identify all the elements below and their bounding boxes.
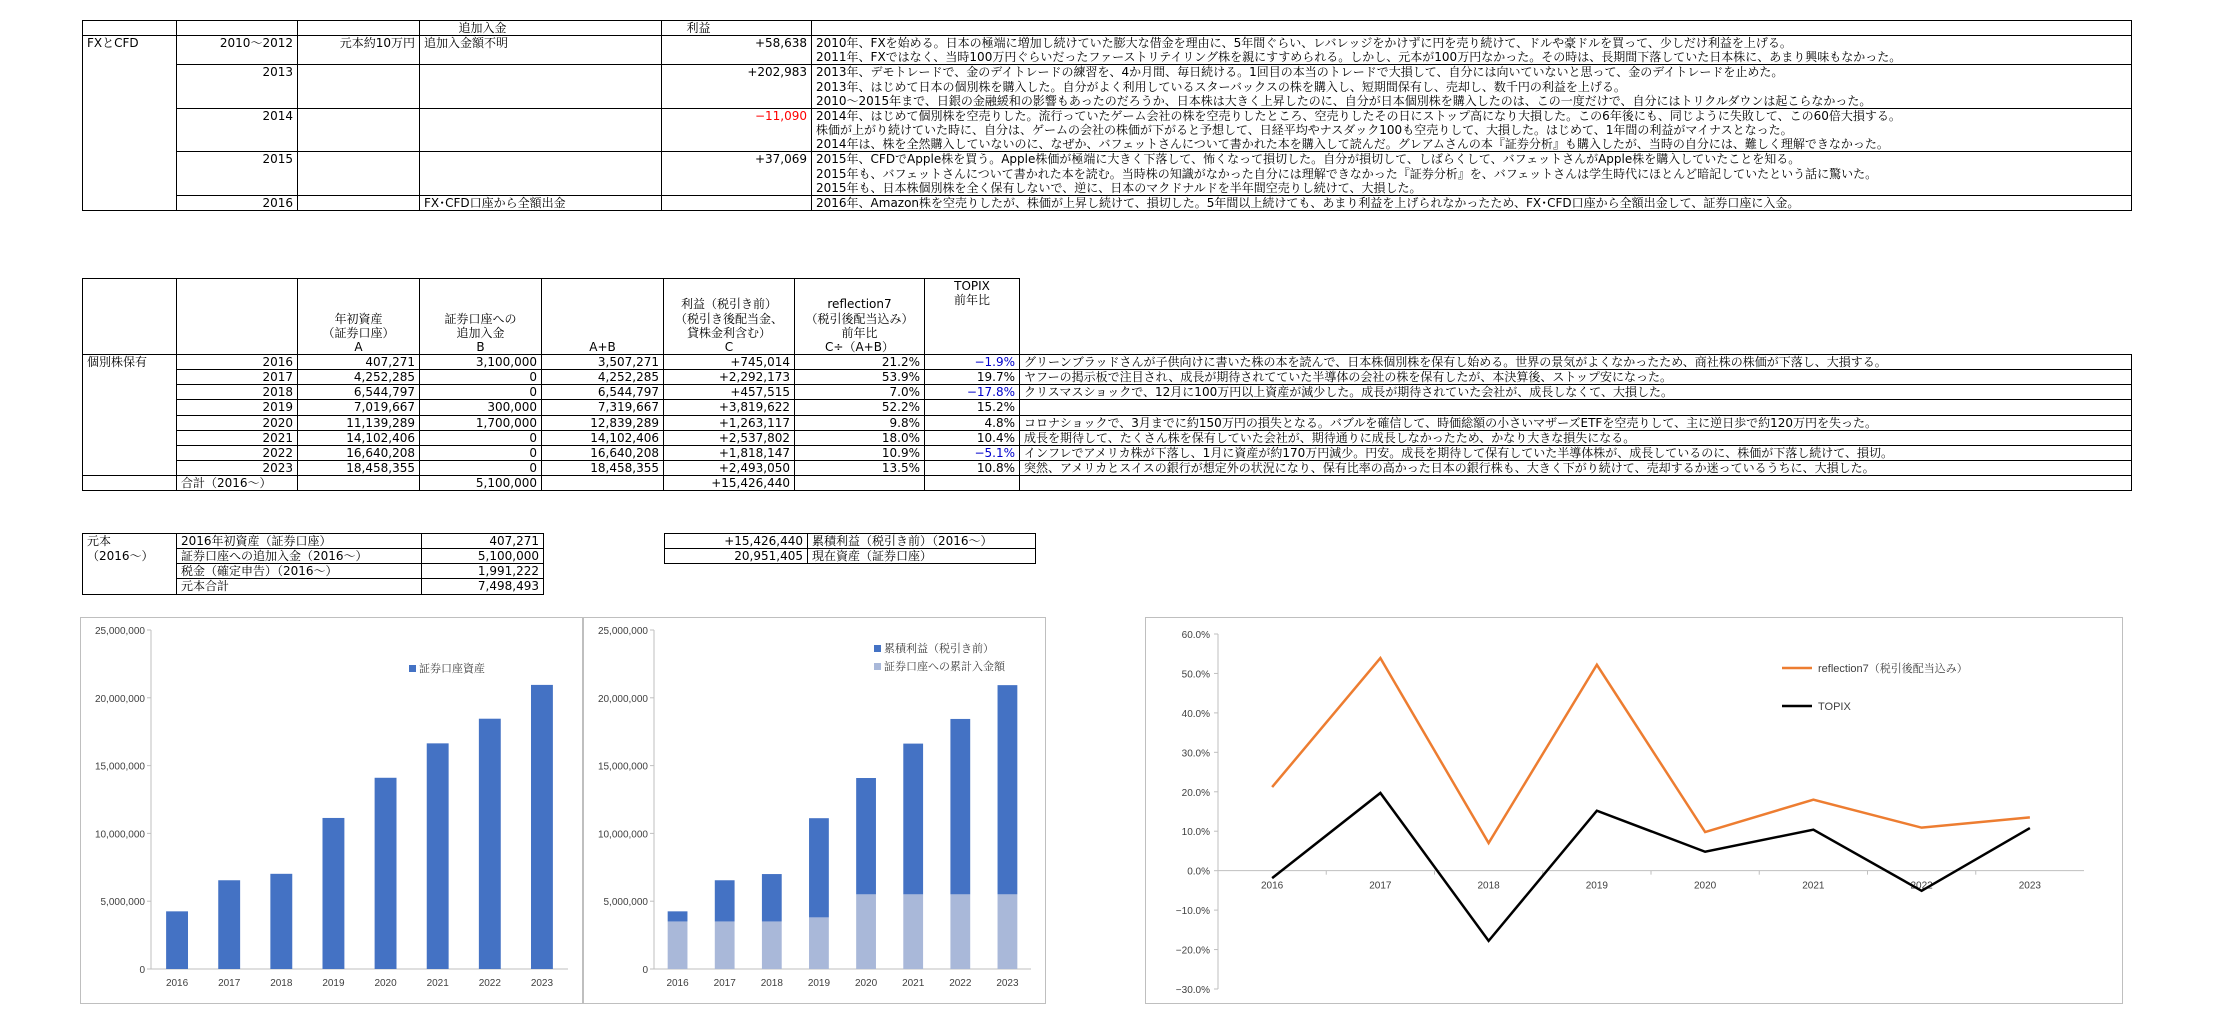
stock-note: クリスマスショックで、12月に100万円以上資産が減少した。成長が期待されていた会社が、成長しなくて、大損した。 — [1020, 385, 2132, 400]
summary-table — [664, 533, 1036, 564]
stock-ab: 4,252,285 — [542, 370, 664, 385]
x-tick-label: 2018 — [270, 978, 293, 989]
summary-key: 累積利益（税引き前）（2016～） — [808, 534, 1036, 549]
stock-r7: 13.5% — [795, 461, 925, 476]
topix-line — [1272, 793, 2030, 941]
stock-note: 突然、アメリカとスイスの銀行が想定外の状況になり、保有比率の高かった日本の銀行株も、大きく下がり続けて、売却するか迷っているうちに、大損した。 — [1020, 461, 2132, 476]
fx-profit: −11,090 — [662, 108, 812, 151]
stock-a: 6,544,797 — [298, 385, 420, 400]
legend-label: 累積利益（税引き前） — [884, 643, 994, 655]
principal-key: 証券口座への追加入金（2016～） — [177, 549, 422, 564]
fx-principal — [298, 65, 420, 108]
stock-topix: −17.8% — [925, 385, 1020, 400]
principal-row — [83, 534, 544, 549]
legend-swatch — [874, 663, 881, 670]
stock-row — [83, 461, 2132, 476]
bar-profit — [998, 685, 1018, 894]
x-tick-label: 2017 — [1369, 880, 1392, 892]
fx-row — [83, 65, 2132, 108]
legend-swatch — [409, 665, 416, 672]
fx-label — [83, 65, 177, 108]
stock-ab: 12,839,289 — [542, 415, 664, 430]
x-tick-label: 2023 — [2018, 880, 2041, 892]
header-b: 証券口座への 追加入金 B — [420, 279, 542, 355]
header-r7: reflection7 （税引後配当込み） 前年比 C÷（A+B） — [795, 279, 925, 355]
stock-a: 4,252,285 — [298, 370, 420, 385]
bar — [218, 880, 240, 969]
bar-profit — [856, 778, 876, 894]
x-tick-label: 2018 — [760, 978, 783, 989]
stock-note: ヤフーの掲示板で注目され、成長が期待されてていた半導体の会社の株を保有したが、本決算後、ストップ安になった。 — [1020, 370, 2132, 385]
principal-key: 税金（確定申告）（2016～） — [177, 564, 422, 579]
summary-row — [665, 534, 1036, 549]
principal-label: （2016～） — [83, 549, 177, 564]
header-a: 年初資産 （証券口座） A — [298, 279, 420, 355]
stock-r7: 7.0% — [795, 385, 925, 400]
stock-r7: 52.2% — [795, 400, 925, 415]
stock-row — [83, 400, 2132, 415]
y-tick-label: 5,000,000 — [100, 897, 145, 909]
stock-c: +2,292,173 — [664, 370, 795, 385]
principal-value: 1,991,222 — [422, 564, 544, 579]
fx-note-line: 2015年も、日本株個別株を全く保有しないで、逆に、日本のマクドナルドを半年間空売りし続けて、大損した。 — [816, 180, 1422, 195]
fx-notes — [812, 152, 2132, 195]
x-tick-label: 2022 — [949, 978, 972, 989]
stock-topix: 15.2% — [925, 400, 1020, 415]
stock-r7: 21.2% — [795, 355, 925, 370]
stock-ab: 7,319,667 — [542, 400, 664, 415]
principal-key: 元本合計 — [177, 579, 422, 594]
principal-row — [83, 549, 544, 564]
fx-label — [83, 152, 177, 195]
y-tick-label: −20.0% — [1175, 945, 1210, 957]
x-tick-label: 2017 — [713, 978, 736, 989]
y-tick-label: 15,000,000 — [94, 761, 145, 773]
stock-label — [83, 445, 177, 460]
x-tick-label: 2020 — [1694, 880, 1717, 892]
stock-r7: 10.9% — [795, 445, 925, 460]
y-tick-label: 0 — [642, 965, 648, 976]
stock-note: インフレでアメリカ株が下落し、1月に資産が約170万円減少。円安。成長を期待して保有していた半導体株が、成長しているのに、株価が下落し続けて、損切。 — [1020, 445, 2132, 460]
x-tick-label: 2021 — [426, 978, 449, 989]
stock-row — [83, 430, 2132, 445]
principal-label: 元本 — [83, 534, 177, 549]
principal-label — [83, 564, 177, 579]
bar-profit — [950, 719, 970, 894]
stock-label — [83, 370, 177, 385]
stock-c: +1,263,117 — [664, 415, 795, 430]
bar — [322, 818, 344, 969]
y-tick-label: 15,000,000 — [597, 761, 648, 773]
stock-c: +2,537,802 — [664, 430, 795, 445]
reflection7-line — [1272, 658, 2030, 843]
fx-note-line: 2014年は、株を全然購入していないのに、なぜか、バフェットさんについて書かれた本を購入して読んだ。グレアムさんの本『証券分析』も購入したが、当時の自分には、難しく理解できなかった。 — [816, 137, 1889, 152]
principal-row — [83, 564, 544, 579]
stock-label — [83, 400, 177, 415]
bar — [427, 743, 449, 969]
fx-row — [83, 152, 2132, 195]
fx-label — [83, 108, 177, 151]
stock-c: +2,493,050 — [664, 461, 795, 476]
y-tick-label: 0 — [139, 965, 145, 976]
fx-profit: +37,069 — [662, 152, 812, 195]
stock-b: 0 — [420, 370, 542, 385]
stock-ab: 3,507,271 — [542, 355, 664, 370]
x-tick-label: 2020 — [374, 978, 397, 989]
stock-a: 407,271 — [298, 355, 420, 370]
total-label: 合計（2016～） — [177, 476, 298, 491]
fx-note-line: 2013年、デモトレードで、金のデイトレードの練習を、4か月間、毎日続ける。1回目の本当のトレードで大損して、自分には向いていないと思って、金のデイトレードを止めた。 — [816, 65, 1784, 80]
stock-label: 個別株保有 — [83, 355, 177, 370]
bar — [270, 874, 292, 969]
principal-row — [83, 579, 544, 594]
fx-add — [420, 152, 662, 195]
x-tick-label: 2023 — [530, 978, 554, 989]
stock-label — [83, 461, 177, 476]
stock-note: コロナショックで、3月までに約150万円の損失となる。バブルを確信して、時価総額の小さいマザーズETFを空売りして、主に逆日歩で約120万円を失った。 — [1020, 415, 2132, 430]
fx-note-line: 株価が上がり続けていた時に、自分は、ゲームの会社の株価が下がると予想して、日経平均やナスダック100も空売りして、大損した。はじめて、1年間の利益がマイナスとなった。 — [816, 123, 1793, 138]
stock-topix: 10.4% — [925, 430, 1020, 445]
fx-principal — [298, 195, 420, 210]
bar-deposit — [998, 894, 1018, 969]
bar-deposit — [809, 917, 829, 969]
legend-label: 証券口座資産 — [419, 663, 485, 675]
stock-row — [83, 355, 2132, 370]
y-tick-label: 40.0% — [1181, 708, 1210, 720]
fx-add — [420, 108, 662, 151]
x-tick-label: 2021 — [1802, 880, 1825, 892]
fx-label: FXとCFD — [83, 36, 177, 65]
y-tick-label: 10,000,000 — [597, 829, 648, 841]
stock-year: 2022 — [177, 445, 298, 460]
stock-label — [83, 430, 177, 445]
stock-b: 1,700,000 — [420, 415, 542, 430]
fx-year: 2013 — [177, 65, 298, 108]
x-tick-label: 2019 — [807, 978, 831, 989]
fx-notes — [812, 108, 2132, 151]
bar-deposit — [856, 894, 876, 969]
return-line-chart — [1145, 617, 2123, 1004]
y-tick-label: −30.0% — [1175, 985, 1210, 996]
stock-note: 成長を期待して、たくさん株を保有していた会社が、期待通りに成長しなかったため、かなり大きな損失になる。 — [1020, 430, 2132, 445]
stock-row — [83, 385, 2132, 400]
fx-profit: +202,983 — [662, 65, 812, 108]
header-c: 利益（税引き前） （税引き後配当金、 貸株金利含む） C — [664, 279, 795, 355]
fx-add — [420, 65, 662, 108]
stock-b: 0 — [420, 461, 542, 476]
stacked-bar-chart-svg — [584, 618, 1045, 1003]
x-tick-label: 2016 — [666, 978, 689, 989]
bar-deposit — [762, 921, 782, 969]
x-tick-label: 2022 — [478, 978, 501, 989]
bar-profit — [715, 880, 735, 921]
fx-profit: +58,638 — [662, 36, 812, 65]
stock-topix: 19.7% — [925, 370, 1020, 385]
fx-year: 2015 — [177, 152, 298, 195]
y-tick-label: −10.0% — [1175, 906, 1210, 918]
stock-r7: 53.9% — [795, 370, 925, 385]
fx-row — [83, 36, 2132, 65]
bar-deposit — [715, 921, 735, 969]
y-tick-label: 10,000,000 — [94, 829, 145, 841]
stock-a: 7,019,667 — [298, 400, 420, 415]
y-tick-label: 20.0% — [1181, 787, 1210, 799]
x-tick-label: 2022 — [1910, 880, 1933, 892]
stacked-bar-chart — [583, 617, 1046, 1004]
x-tick-label: 2016 — [1261, 880, 1284, 892]
stock-year: 2018 — [177, 385, 298, 400]
fx-note-line: 2010～2015年まで、日銀の金融緩和の影響もあったのだろうか、日本株は大きく上昇したのに、自分が日本個別株を購入したのは、この一度だけで、自分にはトリクルダウンは起こらなかった。 — [816, 93, 1872, 108]
fx-header-profit: 利益 — [662, 21, 812, 36]
fx-profit — [662, 195, 812, 210]
stock-c: +3,819,622 — [664, 400, 795, 415]
bar-deposit — [668, 921, 688, 969]
stock-c: +457,515 — [664, 385, 795, 400]
fx-add: FX･CFD口座から全額出金 — [420, 195, 662, 210]
stock-year: 2020 — [177, 415, 298, 430]
stocks-table — [82, 278, 2132, 491]
bar — [166, 911, 188, 969]
bar-profit — [809, 818, 829, 917]
fx-principal — [298, 152, 420, 195]
fx-note-line: 2013年、はじめて日本の個別株を購入した。自分がよく利用しているスターバックスの株を購入し、短期間保有し、売却し、数千円の利益を上げる。 — [816, 79, 1626, 94]
fx-note-line: 2015年も、バフェットさんについて書かれた本を読む。当時株の知識がなかった自分には理解できなかった『証券分析』を、バフェットさんは学生時代にほとんど暗記していたという話に驚いた。 — [816, 166, 1878, 181]
stock-topix: 4.8% — [925, 415, 1020, 430]
principal-label — [83, 579, 177, 594]
stock-note: グリーンブラッドさんが子供向けに書いた株の本を読んで、日本株個別株を保有し始める。世界の景気がよくなかったため、商社株の株価が下落し、大損する。 — [1020, 355, 2132, 370]
stock-topix: −1.9% — [925, 355, 1020, 370]
legend-label: TOPIX — [1818, 701, 1851, 713]
stock-c: +745,014 — [664, 355, 795, 370]
y-tick-label: 5,000,000 — [603, 897, 648, 909]
x-tick-label: 2016 — [165, 978, 189, 989]
fx-notes — [812, 65, 2132, 108]
fx-note-line: 2011年、FXではなく、当時100万円ぐらいだったファーストリテイリング株を親にすすめられる。しかし、元本が100万円なかった。その時は、長期間下落していた日本株に、あまり興味もなかった。 — [816, 50, 1902, 65]
x-tick-label: 2020 — [854, 978, 878, 989]
assets-bar-chart — [80, 617, 583, 1004]
stock-a: 16,640,208 — [298, 445, 420, 460]
stock-a: 11,139,289 — [298, 415, 420, 430]
stock-ab: 18,458,355 — [542, 461, 664, 476]
stock-topix: 10.8% — [925, 461, 1020, 476]
legend-label: 証券口座への累計入金額 — [884, 661, 1005, 673]
fx-year: 2016 — [177, 195, 298, 210]
bar-deposit — [903, 894, 923, 969]
fx-table — [82, 20, 2132, 211]
stock-b: 0 — [420, 445, 542, 460]
x-tick-label: 2017 — [218, 978, 241, 989]
stock-row — [83, 445, 2132, 460]
fx-header-add: 追加入金 — [420, 21, 662, 36]
stock-b: 0 — [420, 430, 542, 445]
total-b: 5,100,000 — [420, 476, 542, 491]
stock-note — [1020, 400, 2132, 415]
bar — [531, 685, 553, 969]
x-tick-label: 2019 — [1585, 880, 1608, 892]
stock-a: 14,102,406 — [298, 430, 420, 445]
total-c: +15,426,440 — [664, 476, 795, 491]
stock-a: 18,458,355 — [298, 461, 420, 476]
fx-row — [83, 195, 2132, 210]
x-tick-label: 2019 — [322, 978, 345, 989]
bar-deposit — [950, 894, 970, 969]
fx-notes — [812, 36, 2132, 65]
y-tick-label: 60.0% — [1181, 630, 1210, 641]
assets-bar-chart-svg — [81, 618, 582, 1003]
y-tick-label: 25,000,000 — [597, 626, 648, 637]
stock-year: 2019 — [177, 400, 298, 415]
summary-value: +15,426,440 — [665, 534, 808, 549]
return-line-chart-svg — [1146, 618, 2122, 1003]
stock-ab: 6,544,797 — [542, 385, 664, 400]
stock-row — [83, 415, 2132, 430]
fx-note-line: 2015年、CFDでApple株を買う。Apple株価が極端に大きく下落して、怖くなって損切した。自分が損切して、しばらくして、バフェットさんがApple株を購入していたことを知る。 — [816, 152, 1801, 167]
stock-label — [83, 415, 177, 430]
fx-year: 2014 — [177, 108, 298, 151]
y-tick-label: 10.0% — [1181, 827, 1210, 839]
principal-value: 7,498,493 — [422, 579, 544, 594]
fx-add: 追加入金額不明 — [420, 36, 662, 65]
bar-profit — [762, 874, 782, 921]
principal-value: 5,100,000 — [422, 549, 544, 564]
x-tick-label: 2018 — [1477, 880, 1500, 892]
principal-table — [82, 533, 544, 595]
y-tick-label: 50.0% — [1181, 669, 1210, 681]
fx-principal — [298, 108, 420, 151]
stock-topix: −5.1% — [925, 445, 1020, 460]
bar — [479, 719, 501, 969]
stock-year: 2021 — [177, 430, 298, 445]
x-tick-label: 2021 — [902, 978, 925, 989]
fx-year: 2010～2012 — [177, 36, 298, 65]
stock-b: 300,000 — [420, 400, 542, 415]
stock-ab: 14,102,406 — [542, 430, 664, 445]
stock-c: +1,818,147 — [664, 445, 795, 460]
stock-year: 2017 — [177, 370, 298, 385]
summary-value: 20,951,405 — [665, 549, 808, 564]
stock-row — [83, 370, 2132, 385]
bar-profit — [903, 744, 923, 895]
header-ab: A+B — [542, 279, 664, 355]
summary-row — [665, 549, 1036, 564]
legend-label: reflection7（税引後配当込み） — [1818, 663, 1968, 675]
bar-profit — [668, 911, 688, 921]
stock-year: 2016 — [177, 355, 298, 370]
stock-b: 3,100,000 — [420, 355, 542, 370]
y-tick-label: 0.0% — [1187, 866, 1210, 878]
fx-label — [83, 195, 177, 210]
stock-label — [83, 385, 177, 400]
principal-key: 2016年初資産（証券口座） — [177, 534, 422, 549]
fx-row — [83, 108, 2132, 151]
header-topix: TOPIX 前年比 — [925, 279, 1020, 355]
legend-swatch — [874, 645, 881, 652]
y-tick-label: 20,000,000 — [94, 693, 145, 705]
y-tick-label: 30.0% — [1181, 748, 1210, 760]
stock-year: 2023 — [177, 461, 298, 476]
fx-note-line: 2010年、FXを始める。日本の極端に増加し続けていた膨大な借金を理由に、5年間ぐらい、レバレッジをかけずに円を売り続けて、ドルや豪ドルを買って、少しだけ利益を上げる。 — [816, 36, 1792, 51]
stock-ab: 16,640,208 — [542, 445, 664, 460]
fx-note-line: 2014年、はじめて個別株を空売りした。流行っていたゲーム会社の株を空売りしたところ、空売りしたその日にストップ高になり大損した。この6年後にも、同じように失敗して、この60倍大損する。 — [816, 108, 1901, 123]
stock-b: 0 — [420, 385, 542, 400]
y-tick-label: 20,000,000 — [597, 693, 648, 705]
x-tick-label: 2023 — [996, 978, 1019, 989]
fx-note-line: 2016年、Amazon株を空売りしたが、株価が上昇し続けて、損切した。5年間以上続けても、あまり利益を上げられなかったため、FX･CFD口座から全額出金して、証券口座に入金。 — [816, 195, 1800, 210]
stock-r7: 18.0% — [795, 430, 925, 445]
principal-value: 407,271 — [422, 534, 544, 549]
fx-principal: 元本約10万円 — [298, 36, 420, 65]
bar — [375, 778, 397, 969]
stock-r7: 9.8% — [795, 415, 925, 430]
fx-notes — [812, 195, 2132, 210]
summary-key: 現在資産（証券口座） — [808, 549, 1036, 564]
y-tick-label: 25,000,000 — [94, 626, 145, 637]
